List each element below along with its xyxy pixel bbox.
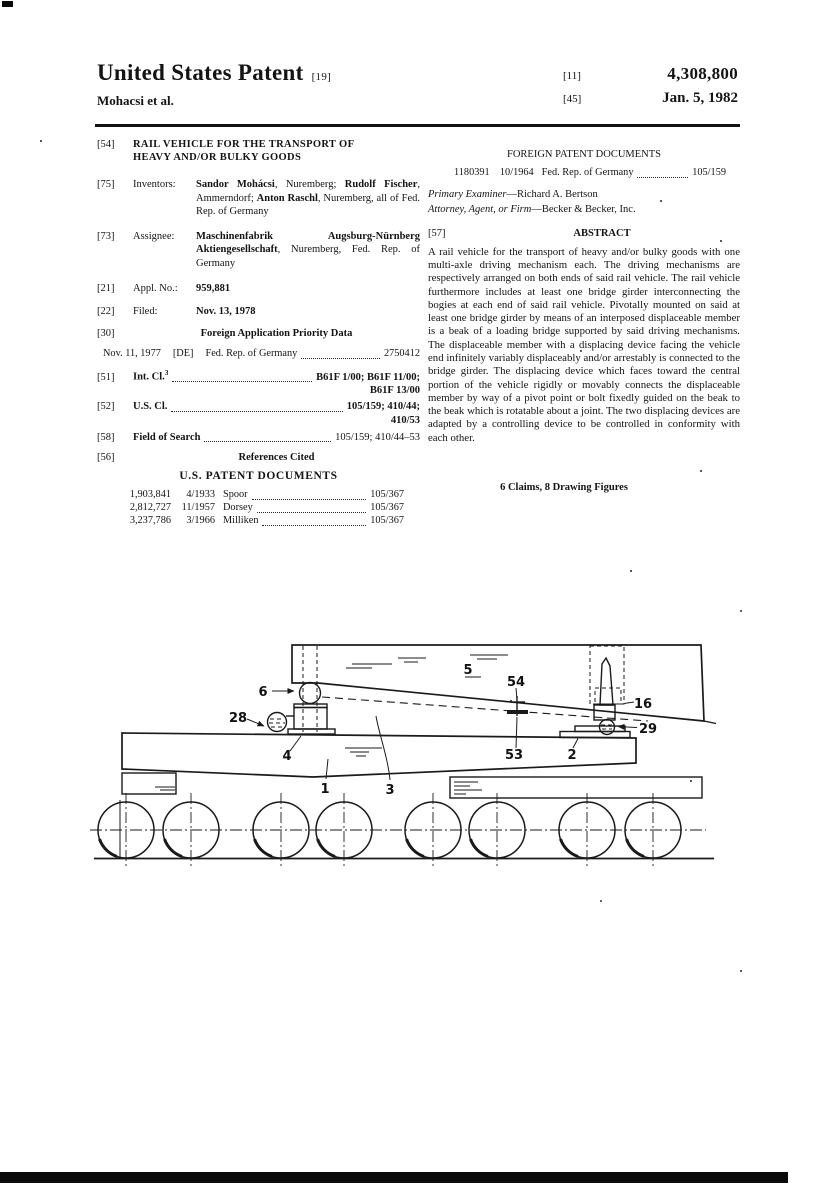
priority-country-code: [DE] bbox=[172, 348, 194, 360]
dot-leader bbox=[301, 358, 380, 359]
kind-code: [19] bbox=[311, 71, 332, 83]
bibliographic-column bbox=[97, 138, 420, 528]
dot-leader bbox=[171, 411, 342, 412]
filing-date: Nov. 13, 1978 bbox=[196, 305, 256, 317]
foreign-ref-country: Fed. Rep. of Germany bbox=[541, 167, 634, 179]
references-header: References Cited bbox=[238, 451, 315, 463]
us-cl-value: 105/159; 410/44; bbox=[346, 401, 420, 413]
priority-country: Fed. Rep. of Germany bbox=[205, 348, 298, 360]
field-label: Filed: bbox=[133, 305, 158, 317]
field-code: [73] bbox=[97, 231, 115, 243]
field-label: Assignee: bbox=[133, 231, 175, 243]
figure-label-53: 53 bbox=[504, 748, 524, 763]
ref-class: 105/367 bbox=[370, 488, 404, 500]
field-code: [75] bbox=[97, 179, 115, 191]
pivot-pin bbox=[600, 658, 613, 705]
field-30-priority-header bbox=[97, 327, 420, 340]
number-code: [11] bbox=[563, 70, 581, 82]
ref-name: Milliken bbox=[223, 514, 259, 526]
field-code: [21] bbox=[97, 282, 115, 294]
figure-label-5: 5 bbox=[463, 663, 473, 678]
int-cl-label: Int. Cl.$^3$ bbox=[133, 369, 169, 383]
scan-bottom-bar bbox=[0, 1172, 788, 1183]
inventors-value: Sandor Mohácsi, Nuremberg; Rudolf Fischer, Ammerndorf; Anton Raschl, Nuremberg, all of Fed. Rep. of Germany bbox=[196, 179, 420, 217]
figure-label-4: 4 bbox=[282, 749, 292, 764]
priority-number: 2750412 bbox=[383, 348, 420, 360]
foreign-ref-date: 10/1964 bbox=[499, 167, 534, 179]
ref-number: 3,237,786 bbox=[129, 514, 171, 526]
field-code: [54] bbox=[97, 139, 115, 150]
foreign-ref-class: 105/159 bbox=[692, 167, 726, 179]
dot-leader bbox=[172, 381, 312, 382]
bogie-frame-right bbox=[450, 777, 702, 798]
int-cl-value-2: B61F 13/00 bbox=[369, 385, 420, 397]
reference-row bbox=[97, 489, 420, 502]
patent-drawing-figure bbox=[0, 608, 814, 890]
figure-label-6: 6 bbox=[258, 685, 268, 700]
patent-title bbox=[97, 60, 331, 86]
abstract-text: A rail vehicle for the transport of heavy and/or bulky goods with one multi-axle driving mechanism each. The driving mechanisms are respectively arranged on both ends of said rail vehicle. The rail vehicle furthermore includes at least one bridge girder interconnecting the bogies at each end of said rail vehicle. Pivotally mounted on said at least one bridge girder by means of an interposed displaceable member is a beak of a loading bridge supported by said driving mechanisms. The displaceable member with a displacing device facing the vehicle end infinitely variably displaceably and/or arrestably is connected to the bridge girder. The displacing device which faces toward the central portion of the vehicle rigidly or movably connects the displaceable member by way of a pivot point or bolt fixedly guided on the beak to the beak which is rotatable about a joint. The two displacing devices are adapted by a controlling device to be controlled in conformity with each other. bbox=[428, 245, 740, 444]
scan-noise bbox=[40, 140, 42, 142]
foreign-reference-row bbox=[428, 167, 740, 180]
foreign-ref-number: 1180391 bbox=[454, 167, 490, 179]
jack-element bbox=[507, 696, 528, 716]
field-52-us-cl bbox=[97, 400, 420, 426]
attorney-name: Becker & Becker, Inc. bbox=[541, 204, 636, 216]
field-label: Appl. No.: bbox=[133, 282, 178, 294]
field-75-inventors bbox=[97, 178, 420, 218]
dot-leader bbox=[252, 499, 367, 500]
dot-leader bbox=[262, 525, 366, 526]
title-block bbox=[97, 60, 331, 109]
abstract-header: ABSTRACT bbox=[573, 227, 631, 239]
field-21-appl-no bbox=[97, 282, 420, 295]
field-code: [56] bbox=[97, 451, 115, 463]
priority-header: Foreign Application Priority Data bbox=[200, 328, 353, 340]
foreign-patent-documents-header: FOREIGN PATENT DOCUMENTS bbox=[506, 149, 662, 160]
field-56-references bbox=[97, 451, 420, 464]
field-58-search bbox=[97, 431, 420, 444]
figure-label-29: 29 bbox=[638, 722, 658, 737]
field-label: Inventors: bbox=[133, 179, 176, 191]
ref-class: 105/367 bbox=[370, 514, 404, 526]
patent-number: 4,308,800 bbox=[667, 64, 738, 83]
application-number: 959,881 bbox=[196, 282, 231, 294]
field-51-int-cl bbox=[97, 369, 420, 397]
ball-joint bbox=[300, 683, 321, 704]
claims-note: 6 Claims, 8 Drawing Figures bbox=[500, 481, 628, 493]
ref-date: 11/1957 bbox=[181, 501, 215, 513]
header-rule bbox=[95, 124, 740, 127]
left-pivot-assembly bbox=[268, 646, 336, 734]
examiner-name: Richard A. Bertson bbox=[516, 189, 598, 201]
patent-title-text: United States Patent bbox=[97, 60, 304, 85]
field-54-title bbox=[97, 138, 420, 164]
ref-number: 1,903,841 bbox=[129, 488, 171, 500]
us-patent-documents-header: U.S. PATENT DOCUMENTS bbox=[179, 470, 338, 483]
ref-class: 105/367 bbox=[370, 501, 404, 513]
examiner-line: Primary Examiner—Richard A. Bertson bbox=[428, 189, 598, 201]
bridge-girder-shape bbox=[122, 733, 636, 777]
inventor-name: Rudolf Fischer bbox=[344, 179, 418, 191]
ref-name: Dorsey bbox=[223, 501, 253, 513]
inventor-line: Mohacsi et al. bbox=[97, 93, 174, 108]
reference-row bbox=[97, 515, 420, 528]
field-code: [22] bbox=[97, 305, 115, 317]
figure-label-16: 16 bbox=[633, 697, 653, 712]
dot-leader bbox=[257, 512, 366, 513]
ref-number: 2,812,727 bbox=[129, 501, 171, 513]
abstract-column bbox=[428, 148, 740, 494]
figure-label-2: 2 bbox=[567, 748, 577, 763]
us-cl-value-2: 410/53 bbox=[390, 414, 420, 426]
dot-leader bbox=[204, 441, 331, 442]
assignee-name: Maschinenfabrik Augsburg-Nürnberg Aktiengesellschaft bbox=[196, 231, 420, 256]
attorney-line: Attorney, Agent, or Firm—Becker & Becker, Inc. bbox=[428, 204, 636, 216]
dot-leader bbox=[637, 177, 688, 178]
issue-date: Jan. 5, 1982 bbox=[662, 90, 738, 106]
field-code: [52] bbox=[97, 401, 115, 413]
reference-row bbox=[97, 502, 420, 515]
ref-date: 3/1966 bbox=[186, 514, 215, 526]
int-cl-value: B61F 1/00; B61F 11/00; bbox=[316, 371, 420, 383]
field-code: [57] bbox=[428, 227, 446, 239]
field-of-search-value: 105/159; 410/44–53 bbox=[335, 431, 420, 443]
attorney-label: Attorney, Agent, or Firm bbox=[428, 204, 532, 216]
inventor-name: Sandor Mohácsi bbox=[196, 179, 275, 191]
ref-name: Spoor bbox=[223, 488, 248, 500]
displacing-device-right bbox=[600, 720, 615, 735]
examiner-label: Primary Examiner bbox=[428, 189, 507, 201]
invention-title: RAIL VEHICLE FOR THE TRANSPORT OF HEAVY AND/OR BULKY GOODS bbox=[133, 139, 354, 164]
field-code: [51] bbox=[97, 371, 115, 383]
priority-row bbox=[103, 348, 420, 361]
us-cl-label: U.S. Cl. bbox=[133, 401, 168, 413]
right-pivot-assembly bbox=[560, 646, 630, 738]
date-code: [45] bbox=[563, 93, 582, 105]
field-code: [58] bbox=[97, 431, 115, 443]
bogie-frame-left bbox=[122, 773, 176, 794]
loading-bridge-shape bbox=[292, 645, 716, 724]
field-of-search-label: Field of Search bbox=[133, 431, 201, 443]
figure-label-54: 54 bbox=[506, 675, 526, 690]
scan-corner-mark bbox=[2, 1, 13, 7]
inventor-name: Anton Raschl bbox=[256, 192, 318, 204]
masthead bbox=[97, 60, 738, 109]
number-block bbox=[563, 60, 738, 107]
figure-label-3: 3 bbox=[385, 783, 395, 798]
wheels bbox=[90, 793, 706, 867]
ref-date: 4/1933 bbox=[186, 488, 215, 500]
assignee-value: Maschinenfabrik Augsburg-Nürnberg Aktiengesellschaft, Nuremberg, Fed. Rep. of Germany bbox=[196, 231, 420, 269]
field-73-assignee bbox=[97, 230, 420, 270]
figure-label-28: 28 bbox=[228, 711, 248, 726]
field-code: [30] bbox=[97, 328, 115, 340]
figure-label-1: 1 bbox=[320, 782, 330, 797]
displacing-device-left bbox=[268, 713, 287, 732]
field-22-filed bbox=[97, 305, 420, 318]
priority-date: Nov. 11, 1977 bbox=[103, 348, 161, 360]
field-57-abstract-header bbox=[428, 227, 740, 240]
